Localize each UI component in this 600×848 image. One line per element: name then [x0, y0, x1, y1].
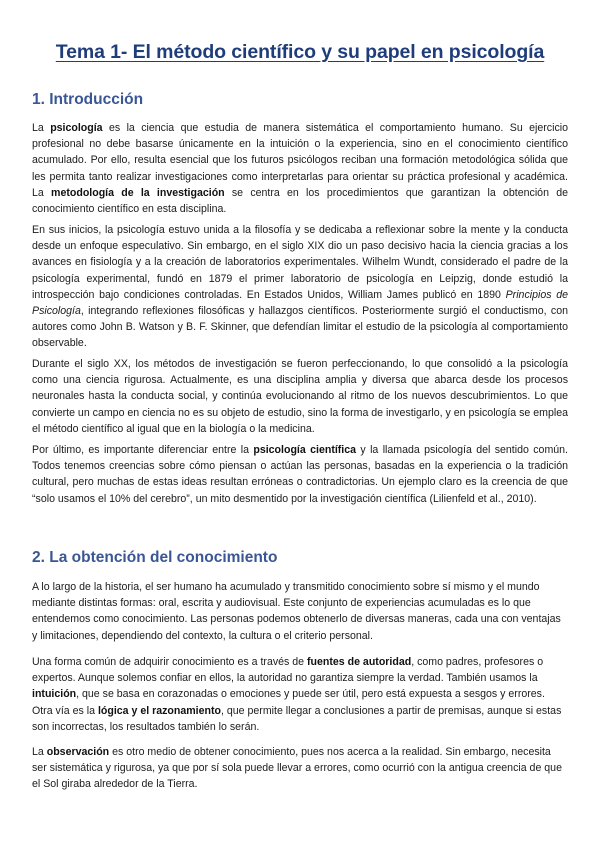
text-run: es otro medio de obtener conocimiento, pues nos acerca a la realidad. Sin embargo, necesita ser sistemática y rigurosa, ya que por sí sola puede llevar a errores, como ocurrió con la antigua creencia de que el Sol giraba alrededor de la Tierra.: [32, 746, 562, 791]
bold-term: intuición: [32, 688, 77, 701]
text-run: La: [32, 122, 51, 134]
text-run: , que permite llegar a conclusiones a partir de premisas, aunque si estas son incorrectas, los resultados también lo serán.: [32, 704, 562, 733]
italic-title: Principios de Psicología: [32, 288, 568, 318]
paragraph: [32, 579, 568, 644]
text-run: , que se basa en corazonadas o emociones y puede ser útil, pero está expuesta a sesgos y errores. Otra vía es la: [32, 688, 545, 717]
section-heading-obtencion: 2. La obtención del conocimiento: [32, 549, 278, 566]
bold-term: lógica y el razonamiento: [97, 704, 221, 717]
bold-term: metodología de la investigación: [51, 186, 225, 199]
text-run: es la ciencia que estudia de manera sistemática el comportamiento humano. Su ejercicio profesional no debe basarse únicamente en la intuición o la experiencia, sino en el conocimiento científico acumulado. Por ello, resulta esencial que los futuros psicólogos reciban una formación metodológica sólida que les permita tanto realizar investigaciones como interpretarlas para orientar su práctica profesional y académica. La: [32, 122, 568, 199]
text-run: En sus inicios, la psicología estuvo unida a la filosofía y se dedicaba a reflexionar sobre la mente y la conducta desde un enfoque especulativo. Sin embargo, en el siglo XIX dio un paso decisivo hacia la ciencia gracias a los avances en fisiología y a la creación de laboratorios experimentales. Wilhelm Wundt, considerado el padre de la psicología experimental, fundó en 1879 el primer laboratorio de psicología en Leipzig, donde estudió la introspección bajo condiciones controladas. En Estados Unidos, William James publicó en 1890: [32, 224, 568, 301]
text-run: La: [32, 746, 47, 758]
bold-term: psicología: [50, 122, 103, 134]
text-run: A lo largo de la historia, el ser humano ha acumulado y transmitido conocimiento sobre sí mismo y el mundo mediante distintas formas: oral, escrita y audiovisual. Este conjunto de experiencias acumuladas es lo que entendemos como conocimiento. Las personas podemos obtenerlo de diversas maneras, cada una con ventajas y limitaciones, dependiendo del contexto, la cultura o el criterio personal.: [32, 581, 561, 642]
bold-term: psicología científica: [253, 444, 357, 456]
text-run: se centra en los procedimientos que garantizan la obtención de conocimiento científico en esta disciplina.: [32, 186, 568, 216]
paragraph: [32, 222, 568, 352]
text-run: , como padres, profesores o expertos. Aunque solemos confiar en ellos, la autoridad no garantiza siempre la verdad. También usamos la: [32, 656, 544, 685]
text-run: Durante el siglo XX, los métodos de investigación se fueron perfeccionando, lo que consolidó a la psicología como una ciencia rigurosa. Actualmente, es una disciplina amplia y diversa que abarca desde los procesos neuronales hasta la conducta social, y continúa evolucionando al ritmo de los nuevos descubrimientos. Lo que convierte un campo en ciencia no es su objeto de estudio, sino la forma de investigarlo, y en psicología se emplea el método científico al igual que en la biología o la medicina.: [32, 358, 568, 435]
text-run: Una forma común de adquirir conocimiento es a través de: [32, 656, 307, 668]
text-run: y la llamada psicología del sentido común. Todos tenemos creencias sobre cómo piensan o actúan las personas, basadas en la experiencia o la tradición cultural, pero muchas de estas ideas resultan erróneas o contradictorias. Un ejemplo claro es la creencia de que “solo usamos el 10% del cerebro”, un mito desmentido por la investigación científica (Lilienfeld et al., 2010).: [32, 444, 568, 505]
document-title: Tema 1- El método científico y su papel en psicología: [55, 41, 545, 63]
paragraph: [32, 744, 568, 793]
paragraph: [32, 120, 568, 217]
paragraph: [32, 356, 568, 437]
text-run: , integrando reflexiones filosóficas y hallazgos científicos. Posteriormente surgió el conductismo, con autores como John B. Watson y B. F. Skinner, que defendían limitar el estudio de la psicología al comportamiento observable.: [32, 305, 568, 350]
paragraph: [32, 654, 568, 735]
section-heading-introduccion: 1. Introducción: [32, 91, 144, 108]
text-run: Por último, es importante diferenciar entre la: [32, 444, 254, 456]
bold-term: fuentes de autoridad: [307, 656, 412, 668]
bold-term: observación: [46, 746, 110, 758]
paragraph: [32, 442, 568, 507]
